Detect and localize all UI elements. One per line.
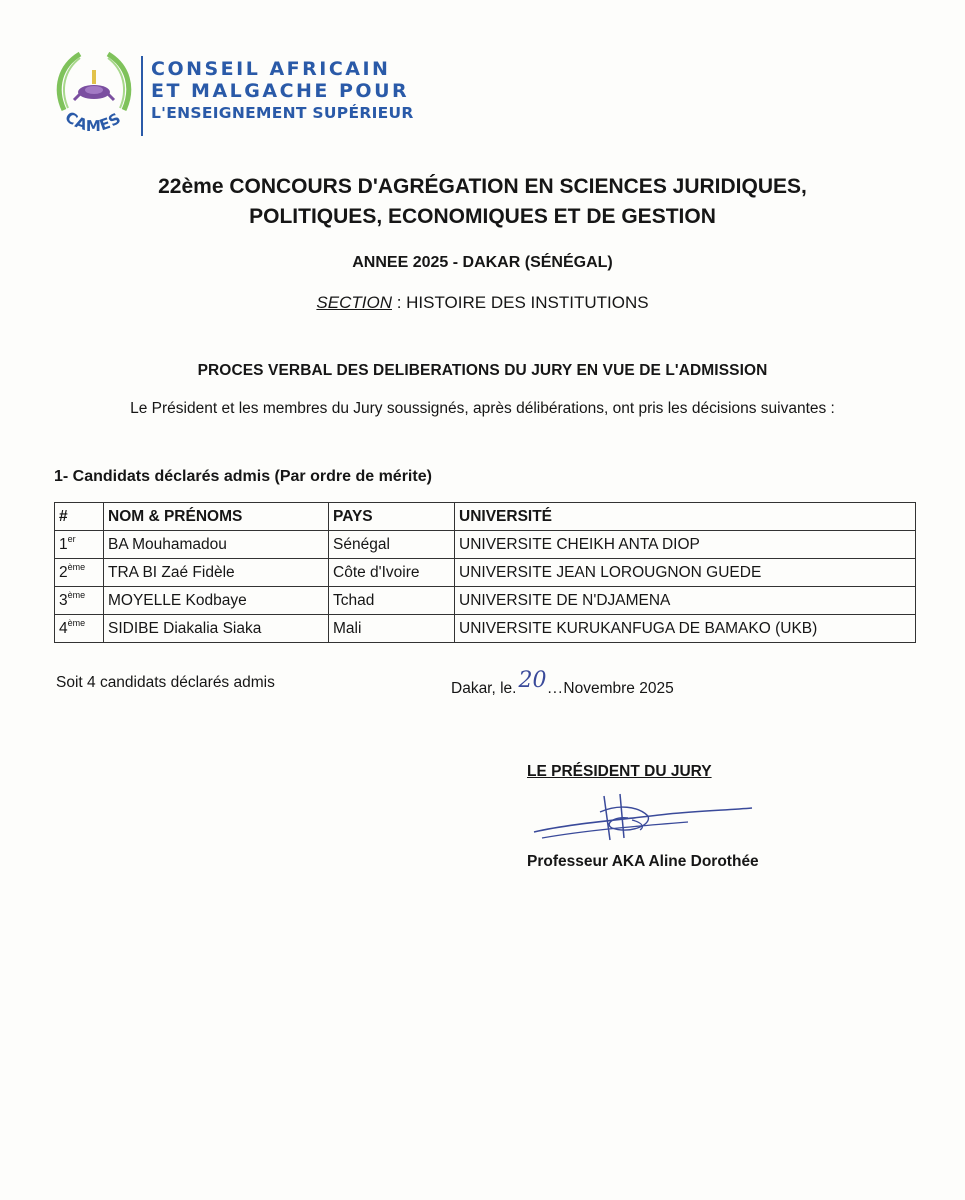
section-separator: : [391,293,407,312]
date-line [451,668,674,699]
country-cell: Mali [329,615,455,643]
rank-number: 4 [59,619,68,637]
contest-title-line-2: POLITIQUES, ECONOMIQUES ET DE GESTION [249,205,716,228]
section-line [0,292,965,314]
rank-suffix: ème [67,561,86,572]
admitted-candidates-table [54,502,916,643]
table-row [55,559,916,587]
pv-intro: Le Président et les membres du Jury soussignés, après délibérations, ont pris les décisions suivantes : [130,400,835,417]
date-dots-after: ... [547,680,564,697]
name-cell: SIDIBE Diakalia Siaka [104,615,329,643]
rank-number: 3 [59,591,68,609]
column-header-country: PAYS [329,503,455,531]
date-suffix: Novembre 2025 [563,680,674,697]
president-name: Professeur AKA Aline Dorothée [527,853,759,870]
name-cell: TRA BI Zaé Fidèle [104,559,329,587]
pv-heading: PROCES VERBAL DES DELIBERATIONS DU JURY EN VUE DE L'ADMISSION [197,362,768,379]
university-cell: UNIVERSITE DE N'DJAMENA [455,587,916,615]
rank-number: 2 [59,563,68,581]
column-header-name: NOM & PRÉNOMS [104,503,329,531]
organization-name [151,58,414,124]
org-line-1: CONSEIL AFRICAIN [151,58,391,80]
university-cell: UNIVERSITE KURUKANFUGA DE BAMAKO (UKB) [455,615,916,643]
signature-icon [528,790,758,850]
date-dots-before: . [512,680,518,697]
country-cell: Sénégal [329,531,455,559]
rank-suffix: ème [67,617,86,628]
column-header-rank: # [55,503,104,531]
org-line-2: ET MALGACHE POUR [151,80,410,102]
year-place: ANNEE 2025 - DAKAR (SÉNÉGAL) [352,254,613,271]
section-label: SECTION [316,293,392,312]
rank-cell [55,559,104,587]
country-cell: Côte d'Ivoire [329,559,455,587]
name-cell: BA Mouhamadou [104,531,329,559]
table-row [55,615,916,643]
rank-cell [55,531,104,559]
logo-text: CAMES [61,107,125,136]
section-value: HISTOIRE DES INSTITUTIONS [406,293,649,312]
table-row [55,587,916,615]
logo-separator [141,56,143,136]
table-row [55,531,916,559]
rank-number: 1 [59,535,68,553]
column-header-university: UNIVERSITÉ [455,503,916,531]
admitted-summary: Soit 4 candidats déclarés admis [56,674,275,691]
name-cell: MOYELLE Kodbaye [104,587,329,615]
org-line-3: L'ENSEIGNEMENT SUPÉRIEUR [151,104,414,122]
university-cell: UNIVERSITE CHEIKH ANTA DIOP [455,531,916,559]
rank-suffix: ème [67,589,86,600]
table-header-row [55,503,916,531]
svg-text:CAMES [62,108,125,135]
date-prefix: Dakar, le [451,680,513,697]
president-title: LE PRÉSIDENT DU JURY [527,763,712,780]
contest-title-line-1: 22ème CONCOURS D'AGRÉGATION EN SCIENCES JURIDIQUES, [158,175,807,198]
university-cell: UNIVERSITE JEAN LOROUGNON GUEDE [455,559,916,587]
admitted-section-title: 1- Candidats déclarés admis (Par ordre de mérite) [54,468,432,485]
handwritten-day: 20 [518,668,547,693]
country-cell: Tchad [329,587,455,615]
rank-cell [55,615,104,643]
cames-logo-icon [50,48,138,148]
rank-suffix: er [67,533,76,544]
rank-cell [55,587,104,615]
